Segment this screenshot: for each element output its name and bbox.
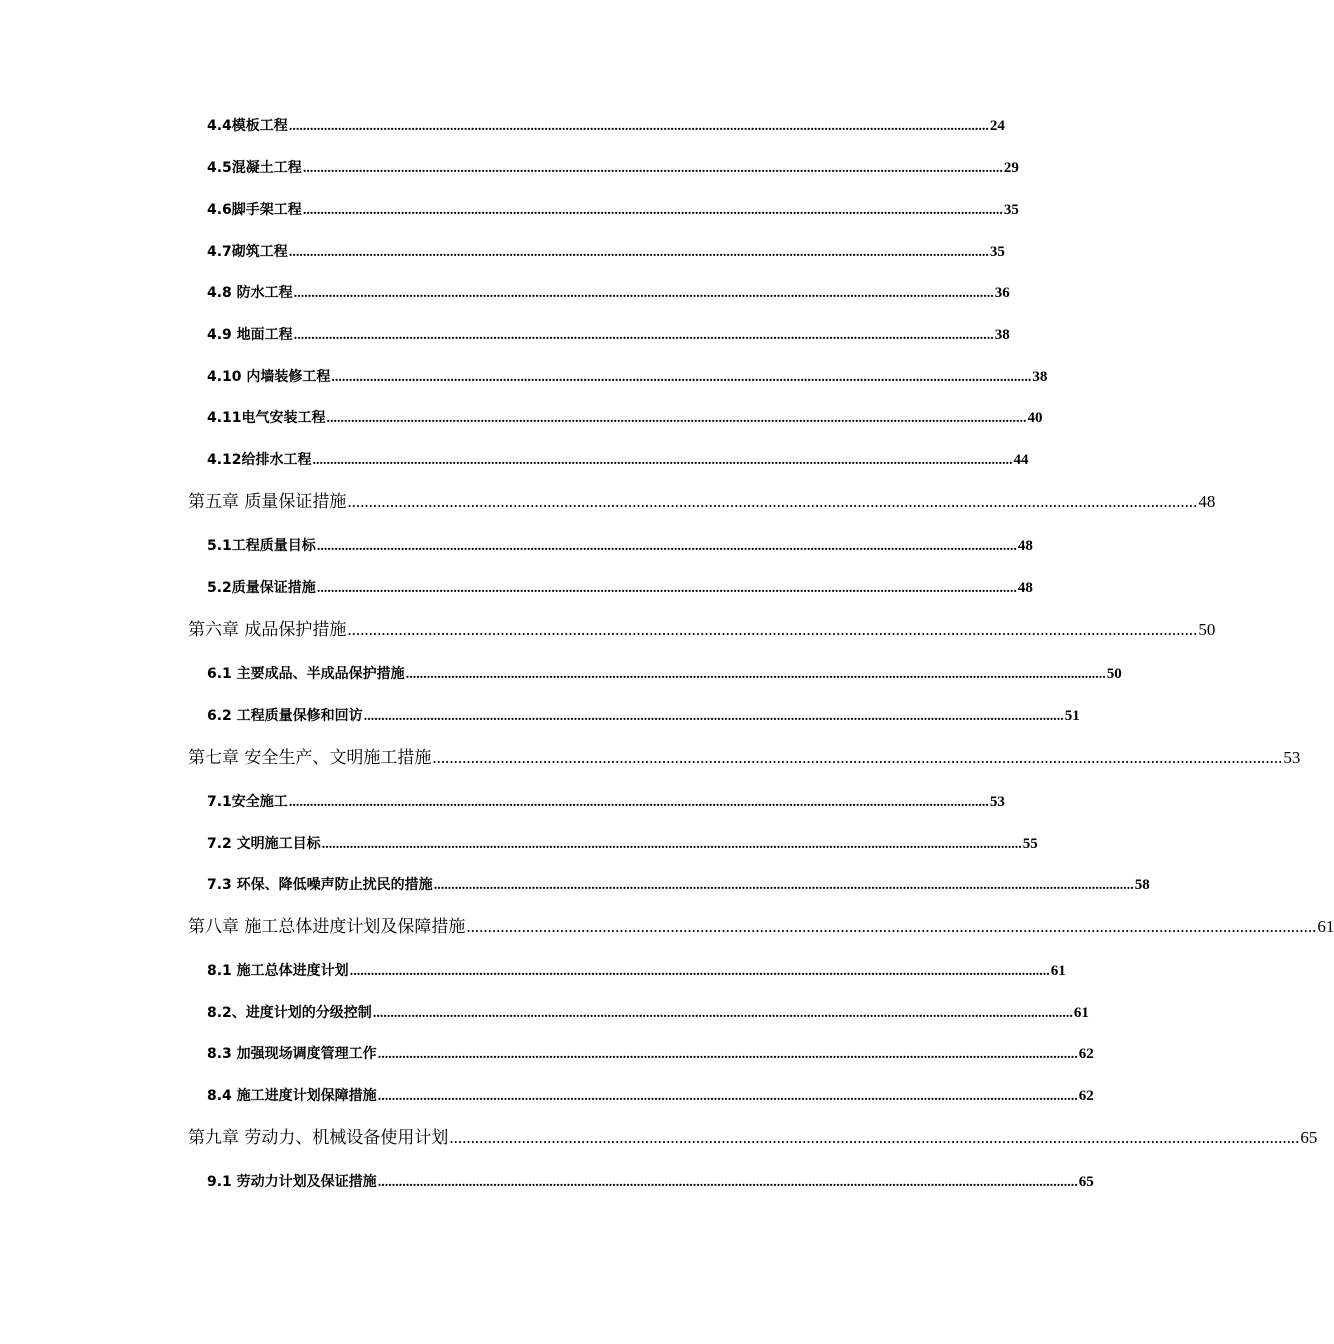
toc-entry[interactable] [207, 1086, 1094, 1107]
toc-chapter-entry[interactable] [188, 1128, 1318, 1148]
toc-page-number: 61 [1050, 963, 1066, 979]
toc-entry-label: 9.1 劳动力计划及保证措施 [207, 1174, 377, 1190]
toc-entry[interactable] [207, 578, 1033, 599]
toc-dot-leader: ........................................................................................................................................................................................................ [302, 161, 1003, 176]
toc-entry-label: 4.4模板工程 [207, 118, 288, 134]
toc-entry-label: 7.1安全施工 [207, 794, 288, 810]
toc-page-number: 55 [1022, 836, 1038, 852]
toc-page-number: 48 [1017, 538, 1033, 554]
toc-entry-label: 第九章 劳动力、机械设备使用计划 [188, 1128, 449, 1148]
toc-entry[interactable] [207, 450, 1029, 471]
toc-entry-label: 5.1工程质量目标 [207, 538, 316, 554]
toc-dot-leader: ........................................................................................................................................................................................................ [372, 1006, 1073, 1021]
toc-page-number: 53 [989, 794, 1005, 810]
toc-page-number: 48 [1017, 580, 1033, 596]
toc-page-number: 38 [994, 327, 1010, 343]
toc-dot-leader: ........................................................................................................................................................................................................ [326, 411, 1027, 426]
toc-entry[interactable] [207, 242, 1005, 263]
toc-dot-leader: ........................................................................................................................................................................................................ [432, 748, 1283, 767]
toc-entry[interactable] [207, 200, 1019, 221]
toc-entry-label: 4.5混凝土工程 [207, 160, 302, 176]
toc-page-number: 51 [1064, 708, 1080, 724]
toc-page-number: 24 [989, 118, 1005, 134]
toc-page-number: 48 [1198, 492, 1216, 511]
toc-dot-leader: ........................................................................................................................................................................................................ [288, 795, 989, 810]
toc-entry-label: 4.9 地面工程 [207, 327, 293, 343]
toc-entry[interactable] [207, 834, 1038, 855]
toc-entry-label: 8.3 加强现场调度管理工作 [207, 1046, 377, 1062]
toc-dot-leader: ........................................................................................................................................................................................................ [302, 203, 1003, 218]
toc-dot-leader: ........................................................................................................................................................................................................ [433, 878, 1134, 893]
toc-entry[interactable] [207, 875, 1150, 896]
toc-page-number: 40 [1027, 410, 1043, 426]
toc-entry-label: 4.12给排水工程 [207, 452, 312, 468]
toc-page-number: 35 [1003, 202, 1019, 218]
toc-entry[interactable] [207, 367, 1048, 388]
toc-page-number: 53 [1283, 748, 1301, 767]
toc-dot-leader: ........................................................................................................................................................................................................ [405, 667, 1106, 682]
toc-dot-leader: ........................................................................................................................................................................................................ [331, 370, 1032, 385]
toc-page-number: 44 [1013, 452, 1029, 468]
toc-entry[interactable] [207, 408, 1043, 429]
toc-entry-label: 4.11电气安装工程 [207, 410, 326, 426]
toc-chapter-entry[interactable] [188, 620, 1216, 640]
toc-page-number: 58 [1134, 877, 1150, 893]
toc-page-number: 29 [1003, 160, 1019, 176]
toc-page-number: 38 [1032, 369, 1048, 385]
toc-dot-leader: ........................................................................................................................................................................................................ [347, 620, 1198, 639]
toc-entry[interactable] [207, 325, 1010, 346]
toc-dot-leader: ........................................................................................................................................................................................................ [316, 539, 1017, 554]
toc-entry-label: 8.4 施工进度计划保障措施 [207, 1088, 377, 1104]
toc-entry[interactable] [207, 283, 1010, 304]
toc-entry-label: 4.7砌筑工程 [207, 244, 288, 260]
toc-entry[interactable] [207, 1003, 1089, 1024]
toc-dot-leader: ........................................................................................................................................................................................................ [293, 328, 994, 343]
toc-dot-leader: ........................................................................................................................................................................................................ [293, 286, 994, 301]
toc-dot-leader: ........................................................................................................................................................................................................ [347, 492, 1198, 511]
toc-entry-label: 4.6脚手架工程 [207, 202, 302, 218]
toc-chapter-entry[interactable] [188, 917, 1334, 937]
toc-dot-leader: ........................................................................................................................................................................................................ [466, 917, 1317, 936]
toc-page-number: 62 [1078, 1088, 1094, 1104]
toc-dot-leader: ........................................................................................................................................................................................................ [288, 119, 989, 134]
toc-page-number: 61 [1317, 917, 1334, 936]
toc-entry-label: 4.10 内墙装修工程 [207, 369, 331, 385]
toc-entry[interactable] [207, 158, 1019, 179]
toc-page-number: 65 [1300, 1128, 1318, 1147]
toc-entry-label: 4.8 防水工程 [207, 285, 293, 301]
toc-entry[interactable] [207, 664, 1122, 685]
toc-entry[interactable] [207, 706, 1080, 727]
toc-dot-leader: ........................................................................................................................................................................................................ [377, 1175, 1078, 1190]
toc-entry[interactable] [207, 1044, 1094, 1065]
toc-page-number: 50 [1198, 620, 1216, 639]
toc-page-number: 35 [989, 244, 1005, 260]
toc-entry-label: 7.3 环保、降低噪声防止扰民的措施 [207, 877, 433, 893]
toc-dot-leader: ........................................................................................................................................................................................................ [312, 453, 1013, 468]
toc-entry[interactable] [207, 792, 1005, 813]
toc-entry-label: 8.2、进度计划的分级控制 [207, 1005, 372, 1021]
toc-entry-label: 5.2质量保证措施 [207, 580, 316, 596]
toc-page-number: 62 [1078, 1046, 1094, 1062]
toc-dot-leader: ........................................................................................................................................................................................................ [449, 1128, 1300, 1147]
toc-entry-label: 6.1 主要成品、半成品保护措施 [207, 666, 405, 682]
toc-entry[interactable] [207, 536, 1033, 557]
toc-entry[interactable] [207, 1172, 1094, 1193]
toc-entry[interactable] [207, 116, 1005, 137]
toc-chapter-entry[interactable] [188, 492, 1216, 512]
toc-entry-label: 6.2 工程质量保修和回访 [207, 708, 363, 724]
toc-dot-leader: ........................................................................................................................................................................................................ [288, 245, 989, 260]
toc-chapter-entry[interactable] [188, 748, 1301, 768]
toc-page-number: 50 [1106, 666, 1122, 682]
toc-dot-leader: ........................................................................................................................................................................................................ [377, 1089, 1078, 1104]
toc-entry-label: 第五章 质量保证措施 [188, 492, 347, 512]
toc-dot-leader: ........................................................................................................................................................................................................ [377, 1047, 1078, 1062]
toc-dot-leader: ........................................................................................................................................................................................................ [363, 709, 1064, 724]
toc-entry-label: 第六章 成品保护措施 [188, 620, 347, 640]
toc-entry-label: 第七章 安全生产、文明施工措施 [188, 748, 432, 768]
toc-entry-label: 8.1 施工总体进度计划 [207, 963, 349, 979]
toc-entry-label: 7.2 文明施工目标 [207, 836, 321, 852]
toc-dot-leader: ........................................................................................................................................................................................................ [316, 581, 1017, 596]
toc-page-number: 65 [1078, 1174, 1094, 1190]
toc-page-number: 36 [994, 285, 1010, 301]
toc-dot-leader: ........................................................................................................................................................................................................ [349, 964, 1050, 979]
toc-entry[interactable] [207, 961, 1066, 982]
toc-dot-leader: ........................................................................................................................................................................................................ [321, 837, 1022, 852]
toc-entry-label: 第八章 施工总体进度计划及保障措施 [188, 917, 466, 937]
toc-page-number: 61 [1073, 1005, 1089, 1021]
